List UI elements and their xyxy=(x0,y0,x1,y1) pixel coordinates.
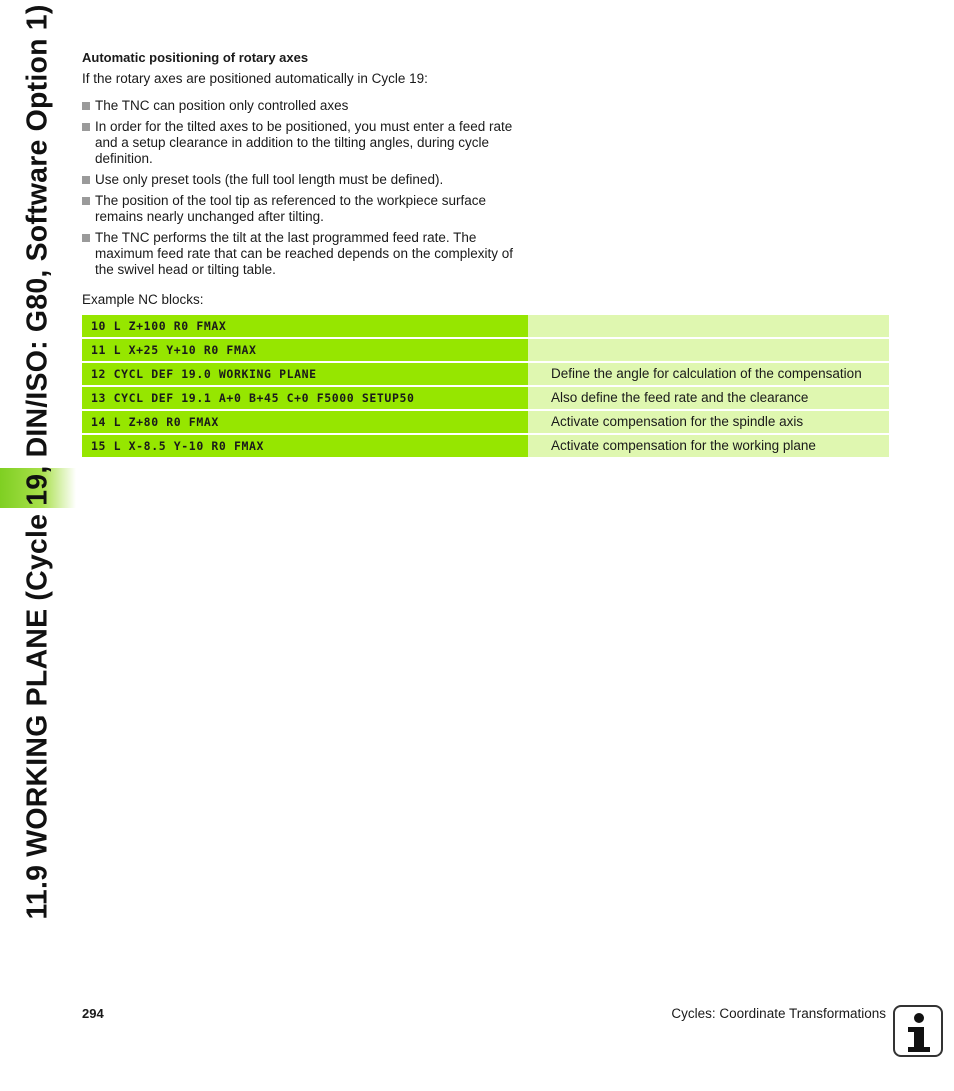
info-icon xyxy=(893,1005,943,1057)
bullet-list xyxy=(82,98,532,278)
bullet-text: Use only preset tools (the full tool length must be defined). xyxy=(95,172,444,187)
nc-blocks-table xyxy=(82,315,889,459)
nc-code-cell: 14 L Z+80 R0 FMAX xyxy=(82,411,528,433)
table-row xyxy=(82,339,889,361)
list-item xyxy=(82,172,532,188)
nc-comment-cell xyxy=(528,315,889,337)
list-item xyxy=(82,98,532,114)
info-icon-dot xyxy=(914,1013,924,1023)
nc-code-cell: 13 CYCL DEF 19.1 A+0 B+45 C+0 F5000 SETUP50 xyxy=(82,387,528,409)
page-number: 294 xyxy=(82,1006,104,1021)
nc-code-cell: 12 CYCL DEF 19.0 WORKING PLANE xyxy=(82,363,528,385)
table-row xyxy=(82,435,889,457)
side-title-text: 11.9 WORKING PLANE (Cycle 19, DIN/ISO: G80, Software Option 1) xyxy=(21,4,54,920)
section-intro: If the rotary axes are positioned automatically in Cycle 19: xyxy=(82,71,428,86)
side-title xyxy=(0,0,76,1091)
nc-code-cell: 10 L Z+100 R0 FMAX xyxy=(82,315,528,337)
nc-comment-cell: Activate compensation for the spindle axis xyxy=(528,411,889,433)
main-content xyxy=(82,50,532,322)
bullet-text: The TNC can position only controlled axes xyxy=(95,98,349,113)
nc-code-cell: 11 L X+25 Y+10 R0 FMAX xyxy=(82,339,528,361)
square-bullet-icon xyxy=(82,102,90,110)
chapter-title: Cycles: Coordinate Transformations xyxy=(671,1006,886,1021)
table-row xyxy=(82,387,889,409)
bullet-text: The position of the tool tip as referenced to the workpiece surface remains nearly unchanged after tilting. xyxy=(95,193,486,224)
nc-comment-cell: Activate compensation for the working plane xyxy=(528,435,889,457)
list-item xyxy=(82,230,532,278)
table-row xyxy=(82,315,889,337)
table-row xyxy=(82,411,889,433)
square-bullet-icon xyxy=(82,123,90,131)
list-item xyxy=(82,119,532,167)
nc-comment-cell: Also define the feed rate and the clearance xyxy=(528,387,889,409)
bullet-text: The TNC performs the tilt at the last programmed feed rate. The maximum feed rate that can be reached depends on the complexity of the swivel head or tilting table. xyxy=(95,230,513,277)
nc-comment-cell xyxy=(528,339,889,361)
list-item xyxy=(82,193,532,225)
bullet-text: In order for the tilted axes to be positioned, you must enter a feed rate and a setup clearance in addition to the tilting angles, during cycle definition. xyxy=(95,119,513,166)
nc-code-cell: 15 L X-8.5 Y-10 R0 FMAX xyxy=(82,435,528,457)
info-icon-serif-bottom xyxy=(908,1047,930,1052)
table-row xyxy=(82,363,889,385)
example-label: Example NC blocks: xyxy=(82,292,204,307)
square-bullet-icon xyxy=(82,197,90,205)
square-bullet-icon xyxy=(82,234,90,242)
nc-comment-cell: Define the angle for calculation of the compensation xyxy=(528,363,889,385)
section-heading: Automatic positioning of rotary axes xyxy=(82,50,309,65)
square-bullet-icon xyxy=(82,176,90,184)
